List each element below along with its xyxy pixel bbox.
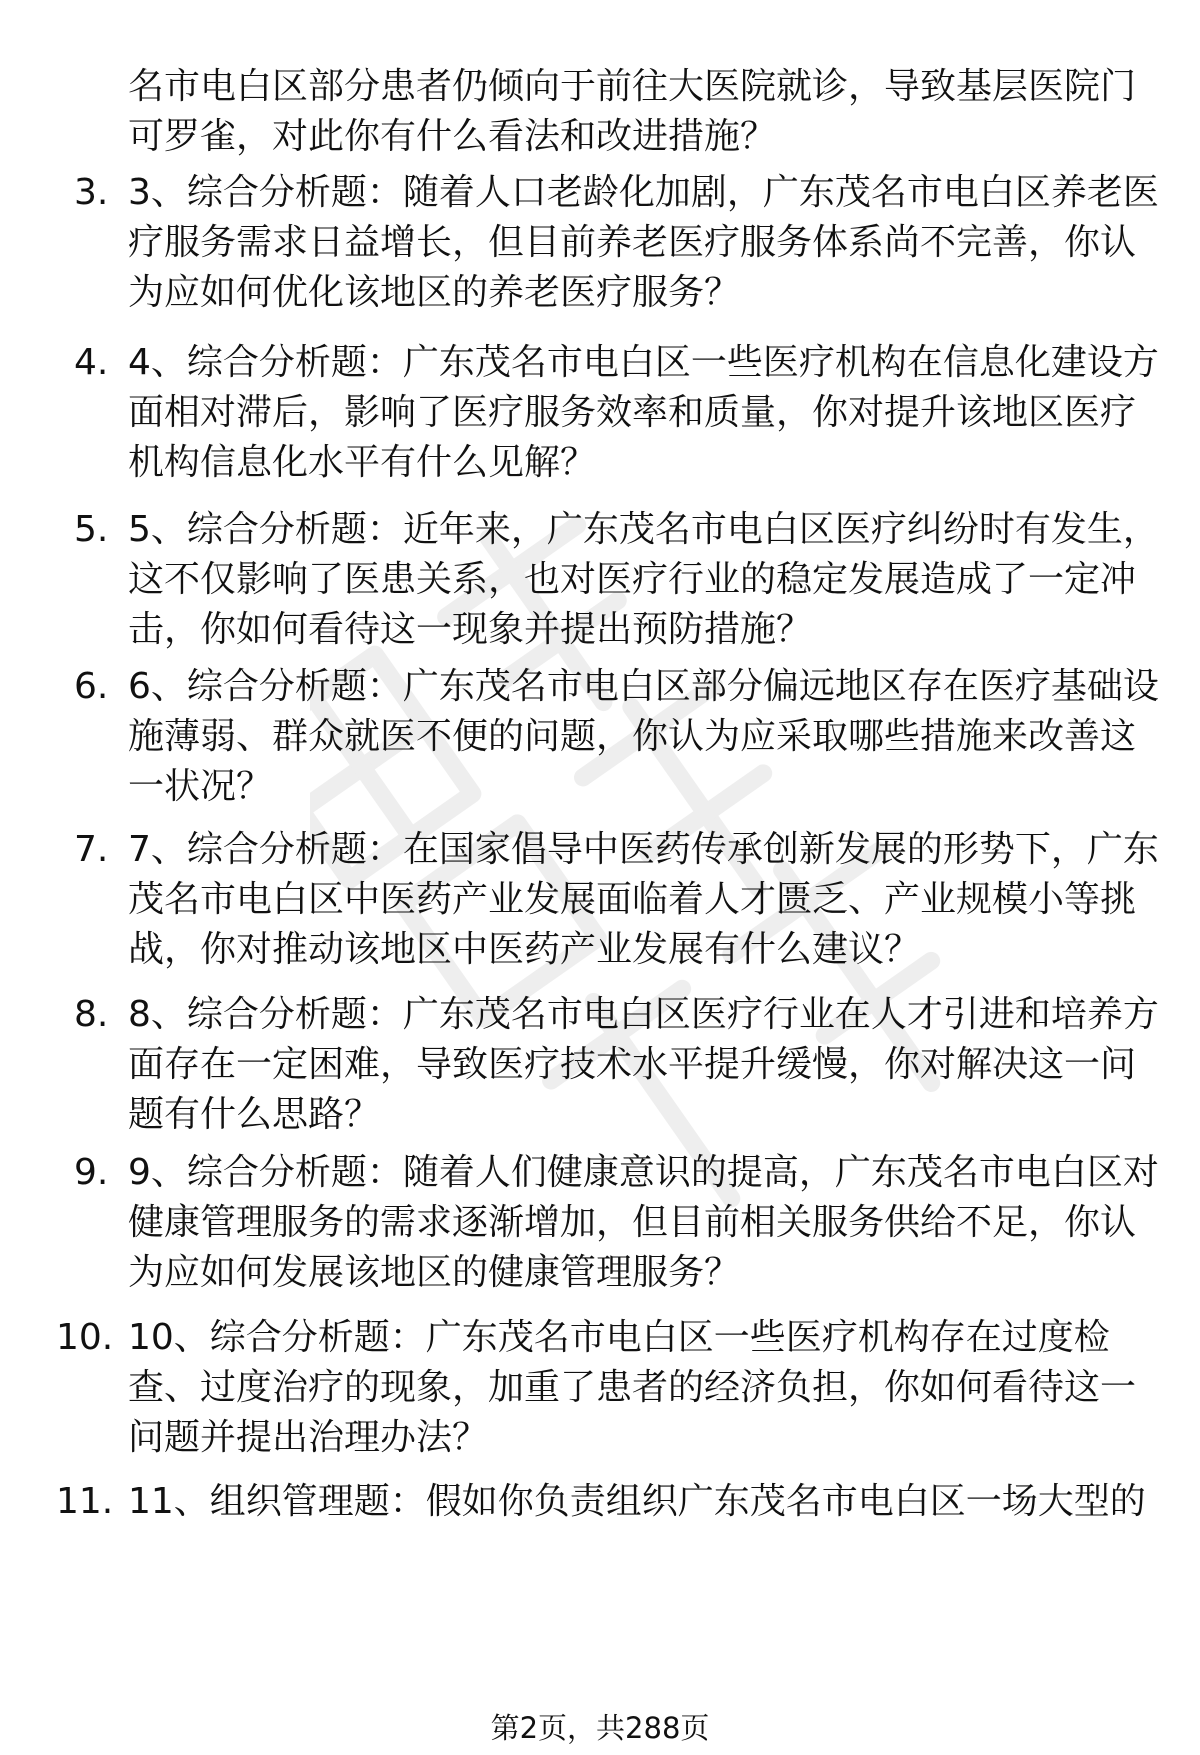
question-number: 8. xyxy=(74,994,109,1035)
question-text: 5、综合分析题：近年来，广东茂名市电白区医疗纠纷时有发生， 这不仅影响了医患关系，也对医疗行业的稳定发展造成了一定冲 击，你如何看待这一现象并提出预防措施？ xyxy=(128,509,1159,650)
question-text: 9、综合分析题：随着人们健康意识的提高，广东茂名市电白区对 健康管理服务的需求逐渐增加，但目前相关服务供给不足，你认 为应如何发展该地区的健康管理服务？ xyxy=(128,1152,1159,1293)
question-text: 4、综合分析题：广东茂名市电白区一些医疗机构在信息化建设方 面相对滞后，影响了医疗服务效率和质量，你对提升该地区医疗 机构信息化水平有什么见解？ xyxy=(128,342,1159,483)
question-text: 6、综合分析题：广东茂名市电白区部分偏远地区存在医疗基础设 施薄弱、群众就医不便的问题，你认为应采取哪些措施来改善这 一状况？ xyxy=(128,666,1159,807)
question-number: 3. xyxy=(74,172,109,213)
question-text: 7、综合分析题：在国家倡导中医药传承创新发展的形势下，广东 茂名市电白区中医药产业发展面临着人才匮乏、产业规模小等挑 战，你对推动该地区中医药产业发展有什么建议？ xyxy=(128,829,1159,970)
question-text: 10、综合分析题：广东茂名市电白区一些医疗机构存在过度检 查、过度治疗的现象，加重了患者的经济负担，你如何看待这一 问题并提出治理办法？ xyxy=(128,1317,1137,1458)
question-text: 8、综合分析题：广东茂名市电白区医疗行业在人才引进和培养方 面存在一定困难，导致医疗技术水平提升缓慢，你对解决这一问 题有什么思路？ xyxy=(128,994,1159,1135)
page-number-footer: 第2页，共288页 xyxy=(490,1711,710,1745)
question-number: 11. xyxy=(56,1481,114,1522)
question-text: 3、综合分析题：随着人口老龄化加剧，广东茂名市电白区养老医 疗服务需求日益增长，但目前养老医疗服务体系尚不完善，你认 为应如何优化该地区的养老医疗服务？ xyxy=(128,172,1159,313)
question-number: 7. xyxy=(74,829,109,870)
question-number: 5. xyxy=(74,509,109,550)
question-number: 10. xyxy=(56,1317,114,1358)
question-item xyxy=(0,1477,1200,1677)
previous-question-continuation: 名市电白区部分患者仍倾向于前往大医院就诊，导致基层医院门 可罗雀，对此你有什么看法和改进措施？ xyxy=(128,66,1137,157)
question-number: 9. xyxy=(74,1152,109,1193)
question-number: 6. xyxy=(74,666,109,707)
question-number: 4. xyxy=(74,342,109,383)
question-text: 11、组织管理题：假如你负责组织广东茂名市电白区一场大型的 xyxy=(128,1481,1146,1522)
